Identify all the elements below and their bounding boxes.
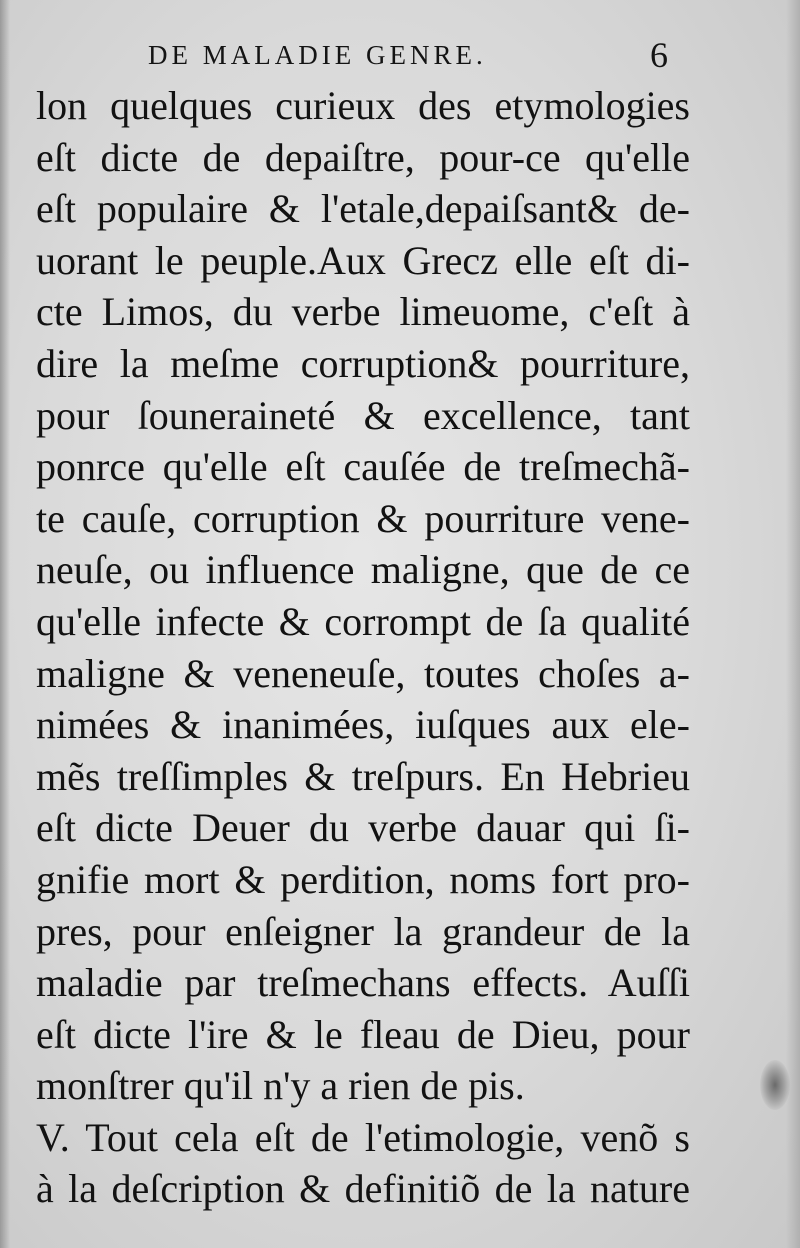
text-line: eſt dicte de depaiſtre, pour-ce qu'elle: [36, 134, 690, 180]
text-line: mẽs treſſimples & treſpurs. En Hebrieu: [36, 753, 690, 799]
text-line: qu'elle infecte & corrompt de ſa qualité: [36, 598, 690, 644]
text-line: pour ſouneraineté & excellence, tant: [36, 392, 690, 438]
text-line: neuſe, ou influence maligne, que de ce: [36, 547, 690, 593]
text-line: monſtrer qu'il n'y a rien de pis.: [36, 1063, 525, 1109]
text-line: maligne & veneneuſe, toutes choſes a-: [36, 650, 690, 696]
text-line: eſt dicte l'ire & le fleau de Dieu, pour: [36, 1011, 690, 1057]
text-line: à la deſcription & definitiõ de la nature: [36, 1166, 690, 1212]
page-number: 6: [650, 35, 668, 75]
ink-smudge: [760, 1060, 790, 1110]
text-line: eſt dicte Deuer du verbe dauar qui ſi-: [36, 805, 690, 851]
text-line: uorant le peuple.Aux Grecz elle eſt di-: [36, 237, 690, 283]
text-line: dire la meſme corruption& pourriture,: [36, 340, 690, 386]
text-line: pres, pour enſeigner la grandeur de la: [36, 908, 690, 954]
text-line: cte Limos, du verbe limeuome, c'eſt à: [36, 289, 690, 335]
text-line: maladie par treſmechans effects. Auſſi: [36, 960, 690, 1006]
text-line: nimées & inanimées, iuſques aux ele-: [36, 702, 690, 748]
text-line: ponrce qu'elle eſt cauſée de treſmechã-: [36, 444, 690, 490]
text-line: lon quelques curieux des etymologies: [36, 83, 690, 128]
running-title: DE MALADIE GENRE.: [148, 40, 487, 70]
text-line: V. Tout cela eſt de l'etimologie, venõ s: [36, 1114, 690, 1160]
page-header: [148, 34, 678, 84]
body-text: [30, 80, 690, 1215]
text-line: eſt populaire & l'etale,depaiſsant& de-: [36, 186, 690, 232]
text-line: gnifie mort & perdition, noms fort pro-: [36, 856, 690, 902]
text-line: te cauſe, corruption & pourriture vene-: [36, 495, 690, 541]
